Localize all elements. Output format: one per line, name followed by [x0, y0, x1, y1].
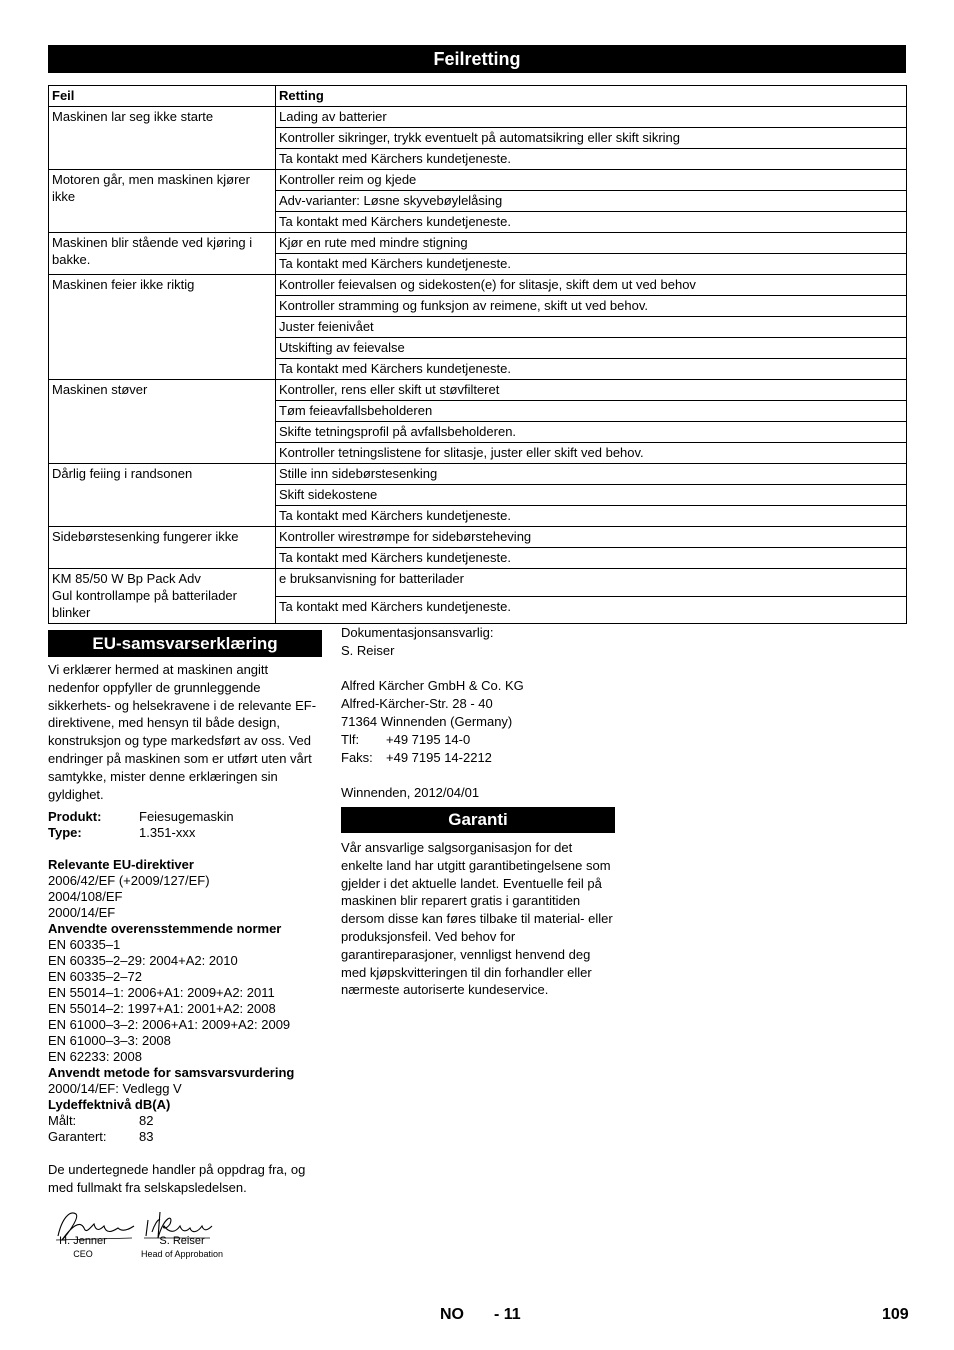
fax-row	[341, 749, 621, 767]
table-row	[49, 275, 907, 296]
norm-item: EN 60335–2–72	[48, 969, 142, 985]
norms-title: Anvendte overensstemmende normer	[48, 921, 282, 937]
type-value: 1.351-xxx	[139, 825, 196, 841]
measured-label: Målt:	[48, 1113, 77, 1129]
directives-title: Relevante EU-direktiver	[48, 857, 194, 873]
right-column	[341, 624, 621, 802]
remedy-cell: Stille inn sidebørstesenking	[276, 464, 907, 485]
signer-reiser-role: Head of Approbation	[140, 1249, 224, 1259]
remedy-cell: Ta kontakt med Kärchers kundetjeneste.	[276, 212, 907, 233]
remedy-cell: Juster feienivået	[276, 317, 907, 338]
fault-cell: Dårlig feiing i randsonen	[49, 464, 276, 527]
remedy-cell: Ta kontakt med Kärchers kundetjeneste.	[276, 254, 907, 275]
remedy-cell: Lading av batterier	[276, 107, 907, 128]
table-row	[49, 233, 907, 254]
remedy-cell: Ta kontakt med Kärchers kundetjeneste.	[276, 596, 907, 624]
norm-item: EN 61000–3–2: 2006+A1: 2009+A2: 2009	[48, 1017, 291, 1033]
fault-cell: KM 85/50 W Bp Pack Adv Gul kontrollampe på batterilader blinker	[49, 569, 276, 624]
fault-cell: Sidebørstesenking fungerer ikke	[49, 527, 276, 569]
remedy-cell: Utskifting av feievalse	[276, 338, 907, 359]
remedy-cell: Ta kontakt med Kärchers kundetjeneste.	[276, 359, 907, 380]
norm-item: EN 60335–2–29: 2004+A2: 2010	[48, 953, 238, 969]
phone-value: +49 7195 14-0	[386, 731, 471, 747]
norm-item: EN 55014–2: 1997+A1: 2001+A2: 2008	[48, 1001, 276, 1017]
remedy-cell: Ta kontakt med Kärchers kundetjeneste.	[276, 548, 907, 569]
directive-item: 2004/108/EF	[48, 889, 123, 905]
remedy-cell: Adv-varianter: Løsne skyvebøylelåsing	[276, 191, 907, 212]
phone-row	[341, 731, 621, 749]
signer-jenner	[50, 1205, 116, 1259]
sound-title: Lydeffektnivå dB(A)	[48, 1097, 171, 1113]
type-label: Type:	[48, 825, 82, 841]
remedy-cell: Kontroller, rens eller skift ut støvfilteret	[276, 380, 907, 401]
table-row	[49, 170, 907, 191]
eu-declaration	[48, 661, 322, 1197]
remedy-cell: Tøm feieavfallsbeholderen	[276, 401, 907, 422]
measured-row	[48, 1113, 322, 1129]
remedy-cell: Kjør en rute med mindre stigning	[276, 233, 907, 254]
signer-jenner-role: CEO	[73, 1249, 93, 1259]
fault-cell: Maskinen støver	[49, 380, 276, 464]
fault-cell: Maskinen feier ikke riktig	[49, 275, 276, 380]
remedy-cell: Kontroller reim og kjede	[276, 170, 907, 191]
product-value: Feiesugemaskin	[139, 809, 234, 825]
table-row	[49, 569, 907, 597]
guaranteed-label: Garantert:	[48, 1129, 107, 1145]
norm-item: EN 60335–1	[48, 937, 121, 953]
closing-text: De undertegnede handler på oppdrag fra, og med fullmakt fra selskapsledelsen.	[48, 1162, 306, 1196]
method-title: Anvendt metode for samsvarsvurdering	[48, 1065, 295, 1081]
remedy-cell: Kontroller stramming og funksjon av reimene, skift ut ved behov.	[276, 296, 907, 317]
remedy-cell: Kontroller feievalsen og sidekosten(e) for slitasje, skift dem ut ved behov	[276, 275, 907, 296]
section-banner-garanti: Garanti	[341, 807, 615, 833]
documentation-name: S. Reiser	[341, 642, 395, 658]
company-city: 71364 Winnenden (Germany)	[341, 713, 513, 729]
page-number: 109	[882, 1306, 909, 1323]
guarantee-text: Vår ansvarlige salgsorganisasjon for det enkelte land har utgitt garantibetingelsene som gjelder i det aktuelle landet. Eventuelle feil på maskinen blir reparert gratis i garantitiden dersom disse kan føres tilbake til material- eller produksjonsfeil. Ved behov for garantireparasjoner, vennligst henvend deg med kjøpskvitteringen til din forhandler eller nærmeste autoriserte kundeservice.	[341, 840, 613, 998]
remedy-cell: Skift sidekostene	[276, 485, 907, 506]
signer-jenner-name: H. Jenner	[59, 1235, 107, 1247]
section-banner-eu-samsvarserklaering: EU-samsvarserklæring	[48, 630, 322, 657]
guaranteed-value: 83	[139, 1129, 154, 1145]
method-value: 2000/14/EF: Vedlegg V	[48, 1081, 182, 1097]
fax-value: +49 7195 14-2212	[386, 749, 492, 765]
type-row	[48, 825, 322, 841]
norm-item: EN 55014–1: 2006+A1: 2009+A2: 2011	[48, 985, 275, 1001]
norm-item: EN 62233: 2008	[48, 1049, 142, 1065]
fault-cell: Maskinen lar seg ikke starte	[49, 107, 276, 170]
company-name: Alfred Kärcher GmbH & Co. KG	[341, 678, 524, 694]
remedy-cell: e bruksanvisning for batterilader	[276, 569, 907, 597]
documentation-label: Dokumentasjonsansvarlig:	[341, 625, 494, 640]
column-header-feil: Feil	[49, 86, 276, 107]
fault-cell: Maskinen blir stående ved kjøring i bakke.	[49, 233, 276, 275]
table-row	[49, 380, 907, 401]
company-street: Alfred-Kärcher-Str. 28 - 40	[341, 696, 493, 712]
product-row	[48, 809, 322, 825]
directives-block	[48, 857, 322, 1113]
table-row	[49, 464, 907, 485]
product-label: Produkt:	[48, 809, 102, 825]
signer-reiser-name: S. Reiser	[159, 1235, 205, 1247]
phone-label: Tlf:	[341, 731, 360, 747]
measured-value: 82	[139, 1113, 154, 1129]
remedy-cell: Ta kontakt med Kärchers kundetjeneste.	[276, 506, 907, 527]
eu-intro-text: Vi erklærer hermed at maskinen angitt nedenfor oppfyller de grunnleggende sikkerhets- og helsekravene i de relevante EF-direktivene, med hensyn til både design, konstruksjon og type markedsført av oss. Ved endringer på maskinen som er utført uten vårt samtykke, mister denne erklæringen sin gyldighet.	[48, 662, 317, 802]
guaranteed-row	[48, 1129, 322, 1145]
section-banner-feilretting: Feilretting	[48, 45, 906, 73]
footer-language: NO	[440, 1306, 464, 1323]
signer-reiser	[133, 1205, 231, 1259]
remedy-cell: Ta kontakt med Kärchers kundetjeneste.	[276, 149, 907, 170]
column-header-retting: Retting	[276, 86, 907, 107]
table-row	[49, 107, 907, 128]
troubleshooting-table	[48, 85, 907, 624]
fax-label: Faks:	[341, 749, 373, 765]
remedy-cell: Kontroller tetningslistene for slitasje, juster eller skift ved behov.	[276, 443, 907, 464]
declaration-date: Winnenden, 2012/04/01	[341, 785, 480, 801]
footer-section-page: - 11	[494, 1306, 521, 1323]
remedy-cell: Skifte tetningsprofil på avfallsbeholderen.	[276, 422, 907, 443]
norm-item: EN 61000–3–3: 2008	[48, 1033, 171, 1049]
directive-item: 2006/42/EF (+2009/127/EF)	[48, 873, 210, 889]
remedy-cell: Kontroller wirestrømpe for sidebørsteheving	[276, 527, 907, 548]
directive-item: 2000/14/EF	[48, 905, 116, 921]
remedy-cell: Kontroller sikringer, trykk eventuelt på automatsikring eller skift sikring	[276, 128, 907, 149]
fault-cell: Motoren går, men maskinen kjører ikke	[49, 170, 276, 233]
table-row	[49, 527, 907, 548]
